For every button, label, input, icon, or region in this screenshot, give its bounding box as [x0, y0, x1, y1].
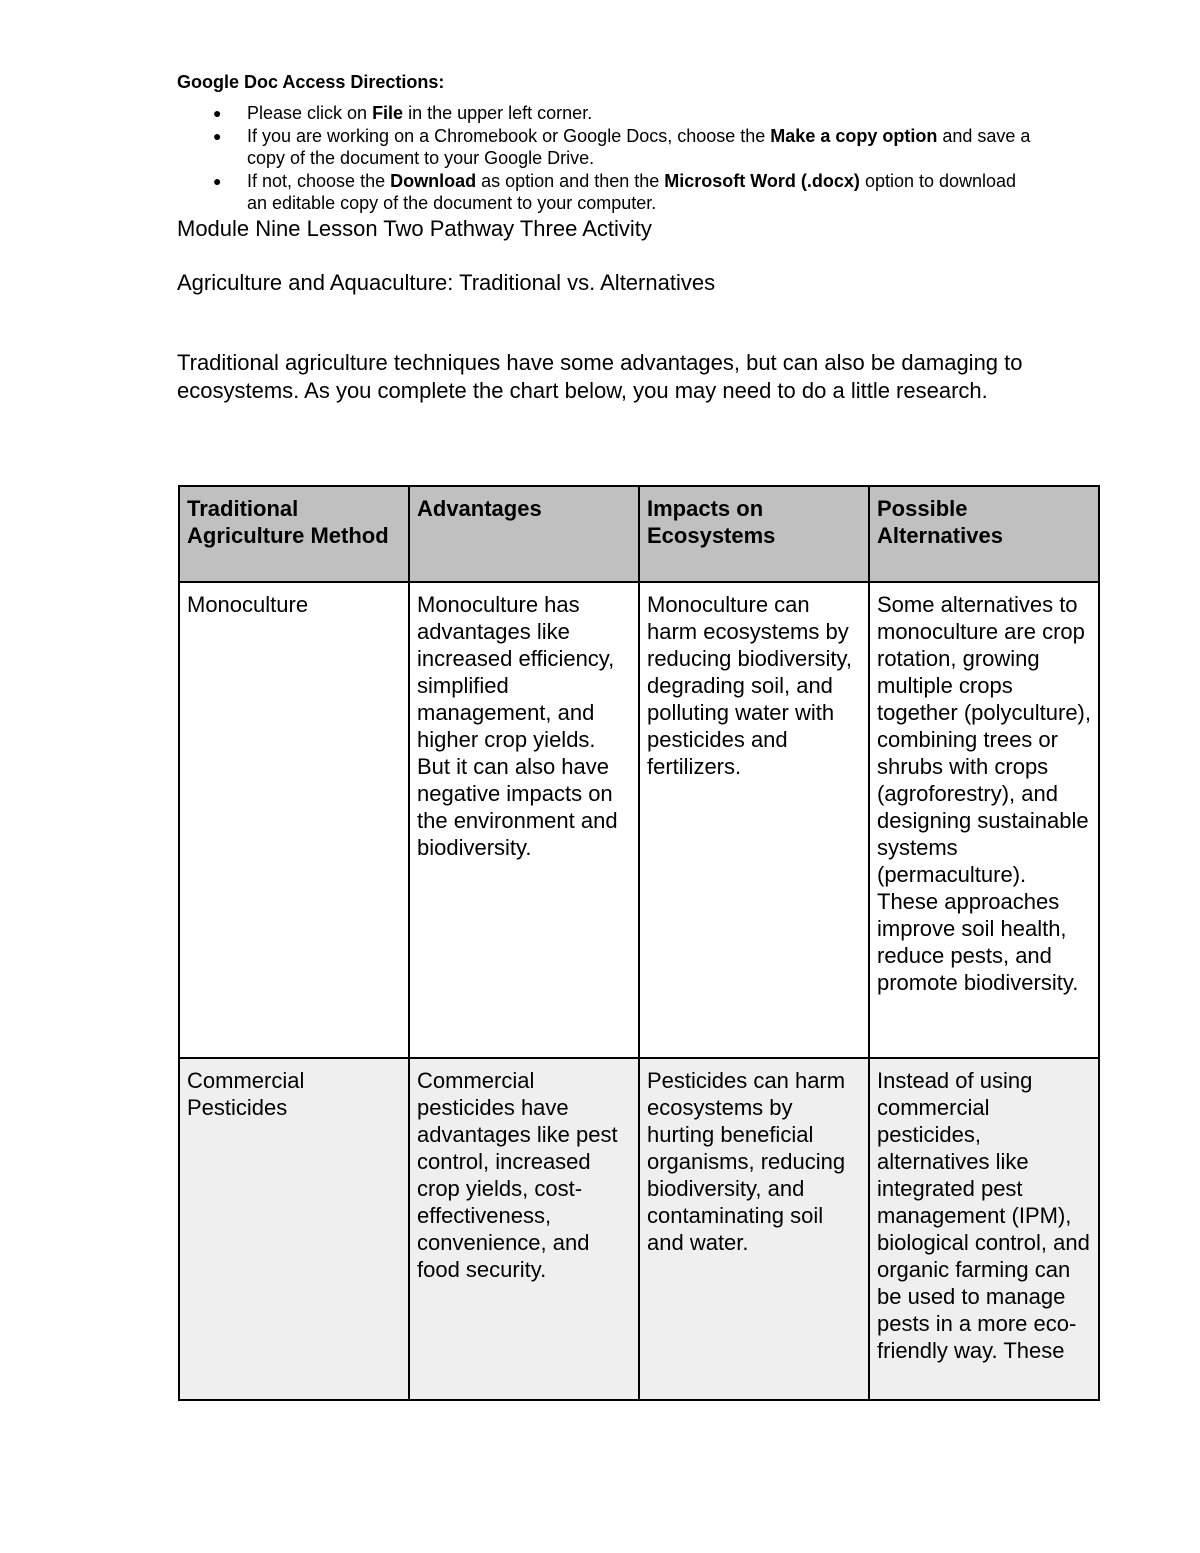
directions-bold-text: Microsoft Word (.docx) — [664, 170, 860, 191]
cell-alternatives[interactable]: Instead of using commercial pesticides, alternatives like integrated pest management (IPM), biological control, and organic farming can be used to manage pests in a more eco-friendly way. These — [869, 1058, 1099, 1400]
cell-advantages[interactable]: Monoculture has advantages like increased efficiency, simplified management, and higher crop yields. But it can also have negative impacts on the environment and biodiversity. — [409, 582, 639, 1058]
directions-text: as option and then the — [476, 170, 665, 191]
directions-bold-text: File — [372, 103, 404, 123]
directions-bold-text: Make a copy option — [770, 125, 938, 146]
header-method: Traditional Agriculture Method — [179, 486, 409, 582]
cell-alternatives[interactable]: Some alternatives to monoculture are crop rotation, growing multiple crops together (polyculture), combining trees or shrubs with crops (agroforestry), and designing sustainable systems (permaculture). These approaches improve soil health, reduce pests, and promote biodiversity. — [869, 582, 1099, 1058]
directions-item — [177, 102, 1037, 125]
directions-text: and save a copy of the document to your Google Drive. — [247, 125, 1031, 168]
directions-text: If not, choose the — [247, 170, 391, 191]
table-header-row — [179, 486, 1099, 582]
table-row — [179, 1058, 1099, 1400]
directions-bold-text: Download — [390, 170, 477, 191]
cell-impacts[interactable]: Pesticides can harm ecosystems by hurting beneficial organisms, reducing biodiversity, and contaminating soil and water. — [639, 1058, 869, 1400]
table-row — [179, 582, 1099, 1058]
directions-text: Please click on — [247, 103, 373, 123]
cell-advantages[interactable]: Commercial pesticides have advantages like pest control, increased crop yields, cost-effectiveness, convenience, and food security. — [409, 1058, 639, 1400]
directions-title: Google Doc Access Directions: — [177, 72, 445, 92]
cell-impacts[interactable]: Monoculture can harm ecosystems by reducing biodiversity, degrading soil, and polluting water with pesticides and fertilizers. — [639, 582, 869, 1058]
comparison-table — [178, 485, 1100, 1401]
directions-item — [177, 170, 1037, 215]
bullet-icon: ● — [213, 172, 222, 189]
access-directions — [177, 70, 1037, 215]
bullet-icon: ● — [213, 127, 222, 144]
intro-paragraph: Traditional agriculture techniques have some advantages, but can also be damaging to ecosystems. As you complete the chart below, you may need to do a little research. — [177, 350, 1023, 403]
directions-text: option to download an editable copy of the document to your computer. — [247, 170, 1017, 213]
module-heading: Module Nine Lesson Two Pathway Three Activity — [177, 216, 652, 241]
header-advantages: Advantages — [409, 486, 639, 582]
directions-text: in the upper left corner. — [403, 103, 593, 123]
directions-list — [177, 102, 1037, 215]
directions-text: If you are working on a Chromebook or Google Docs, choose the — [247, 125, 771, 146]
directions-item — [177, 125, 1037, 170]
header-alternatives: Possible Alternatives — [869, 486, 1099, 582]
bullet-icon: ● — [213, 105, 222, 121]
cell-method[interactable]: Commercial Pesticides — [179, 1058, 409, 1400]
header-impacts: Impacts on Ecosystems — [639, 486, 869, 582]
cell-method[interactable]: Monoculture — [179, 582, 409, 1058]
activity-title: Agriculture and Aquaculture: Traditional vs. Alternatives — [177, 270, 716, 295]
